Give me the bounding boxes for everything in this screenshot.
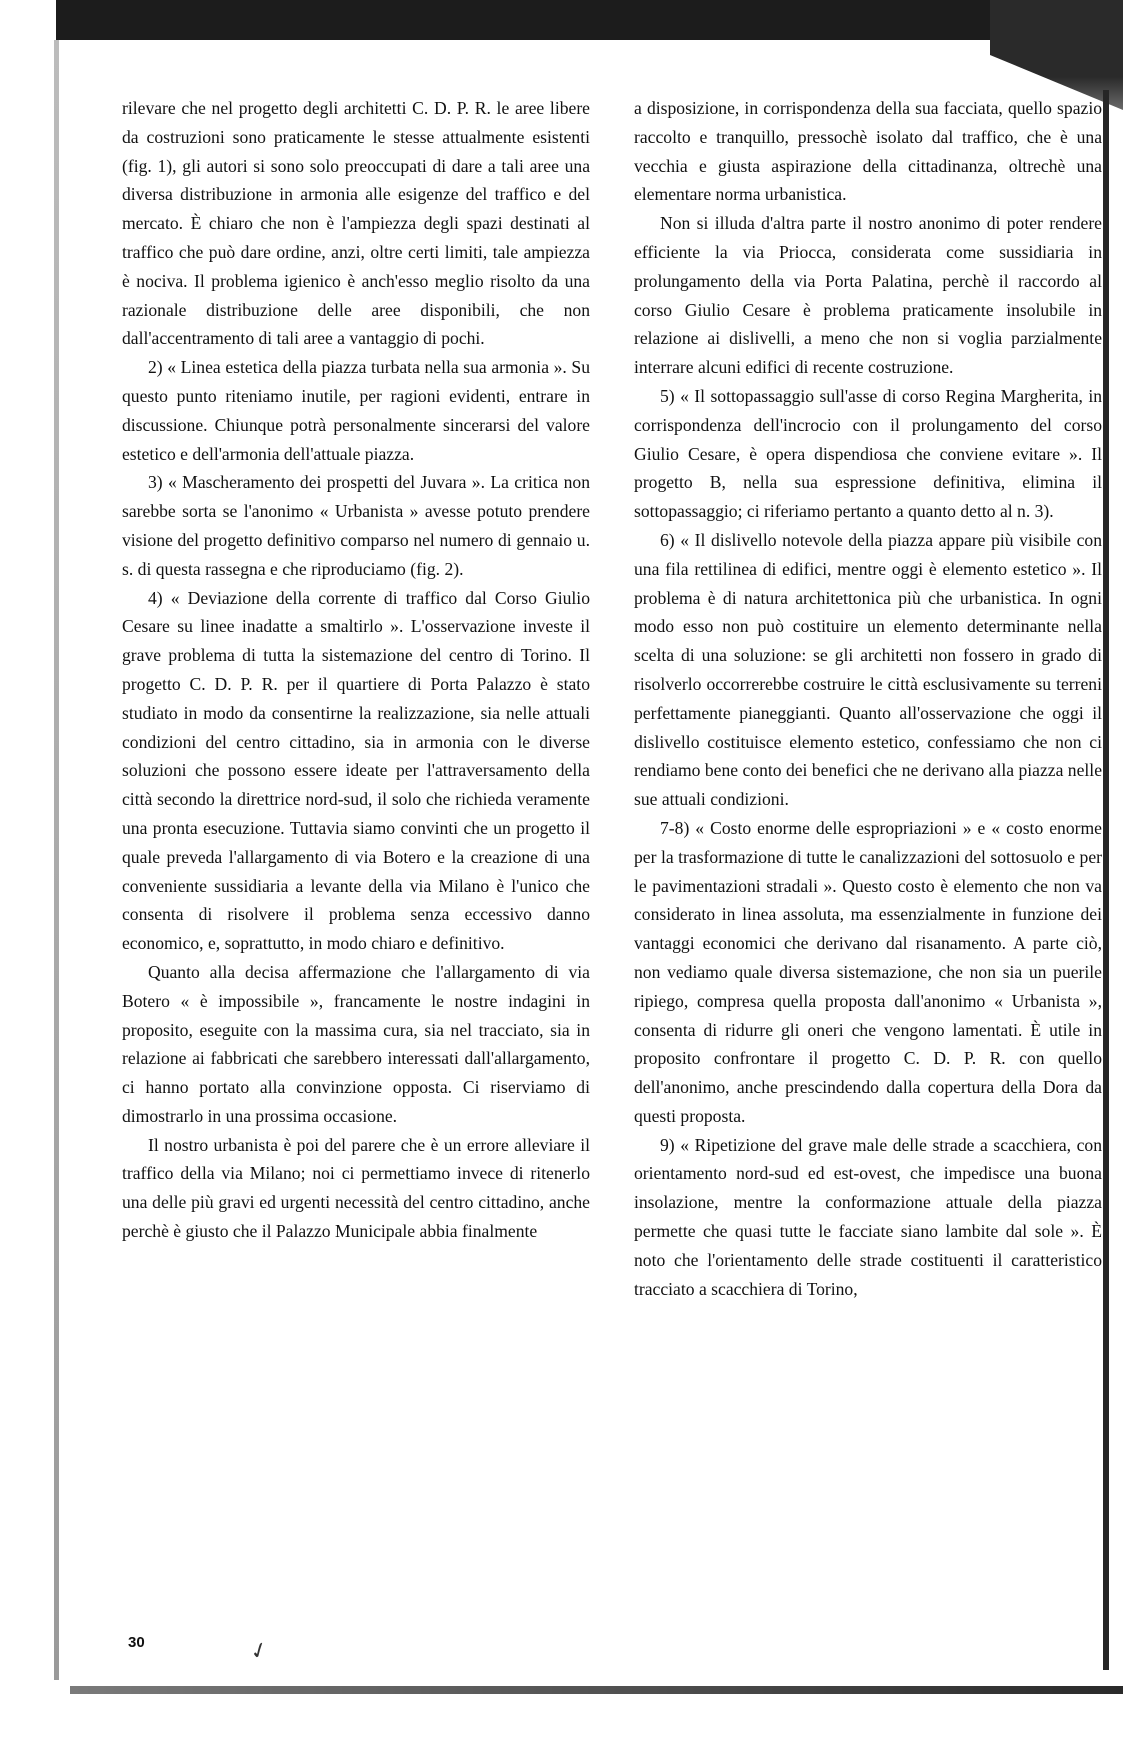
text-column-right [634,94,1102,1303]
page-body [122,94,1100,1614]
paragraph: a disposizione, in corrispondenza della sua facciata, quello spazio raccolto e tranquillo, pressochè isolato dal traffico, che è una vecchia e giusta aspirazione della cittadinanza, oltrechè una elementare norma urbanistica. [634,98,1102,205]
paragraph: 9) « Ripetizione del grave male delle strade a scacchiera, con orientamento nord-sud ed est-ovest, che impedisce una buona insolazione, mentre la conformazione attuale della piazza permette che quasi tutte le facciate siano lambite dal sole ». È noto che l'orientamento delle strade costituenti il caratteristico tracciato a scacchiera di Torino, [634,1134,1102,1299]
paragraph: Il nostro urbanista è poi del parere che è un errore alleviare il traffico della via Milano; noi ci permettiamo invece di ritenerlo una delle più gravi ed urgenti necessità del centro cittadino, anche perchè è giusto che il Palazzo Municipale abbia finalmente [122,1134,590,1242]
paragraph: rilevare che nel progetto degli architetti C. D. P. R. le aree libere da costruzioni sono praticamente le stesse attualmente esistenti (fig. 1), gli autori si sono solo preoccupati di dare a tali aree una diversa distribuzione in armonia alle esigenze del traffico e del mercato. È chiaro che non è l'ampiezza degli spazi destinati al traffico che può dare ordine, anzi, oltre certi limiti, tale ampiezza è nociva. Il problema igienico è anch'esso meglio risolto da una razionale distribuzione delle aree disponibili, che non dall'accentramento di tali aree a vantaggio di pochi. [122,98,590,349]
scan-border-top [56,0,996,40]
paragraph: 7-8) « Costo enorme delle espropriazioni » e « costo enorme per la trasformazione di tutte le canalizzazioni del sottosuolo e per le pavimentazioni stradali ». Questo costo è elemento che non va considerato in linea assoluta, ma essenzialmente in funzione dei vantaggi economici che derivano dal risanamento. A parte ciò, non vediamo quale diversa sistemazione, che non sia un puerile ripiego, compresa quella proposta dall'anonimo « Urbanista », consenta di ridurre gli oneri che vengono lamentati. È utile in proposito confrontare il progetto C. D. P. R. con quello dell'anonimo, anche prescindendo dalla copertura della Dora da questi proposta. [634,817,1102,1126]
paragraph: 4) « Deviazione della corrente di traffico dal Corso Giulio Cesare su linee inadatte a smaltirlo ». L'osservazione investe il grave problema di tutta la sistemazione del centro di Torino. Il progetto C. D. P. R. per il quartiere di Porta Palazzo è stato studiato in modo da consentirne la realizzazione, sia nelle attuali condizioni del centro cittadino, sia in armonia con le diverse soluzioni che possono essere ideate per l'attraversamento della città secondo la direttrice nord-sud, il solo che richieda veramente una pronta esecuzione. Tuttavia siamo convinti che un progetto il quale preveda l'allargamento di via Botero e la creazione di una conveniente sussidiaria a levante della via Milano è l'unico che consenta di risolvere il problema senza eccessivo danno economico, e, soprattutto, in modo chiaro e definitivo. [122,587,590,954]
text-column-left [122,94,590,1246]
paragraph: Quanto alla decisa affermazione che l'allargamento di via Botero « è impossibile », francamente le nostre indagini in proposito, eseguite con la massima cura, sia nel tracciato, sia in relazione ai fabbricati che sarebbero interessati dall'allargamento, ci hanno portato alla convinzione opposta. Ci riserviamo di dimostrarlo in una prossima occasione. [122,961,590,1126]
paragraph: 2) « Linea estetica della piazza turbata nella sua armonia ». Su questo punto riteniamo inutile, per ragioni evidenti, entrare in discussione. Chiunque potrà personalmente sincerarsi del valore estetico e dell'armonia dell'attuale piazza. [122,357,590,464]
scan-border-bottom [70,1686,1123,1694]
scan-border-right [1103,90,1109,1670]
page-number: 30 [128,1634,145,1651]
scan-border-left [54,40,59,1680]
paragraph: 3) « Mascheramento dei prospetti del Juvara ». La critica non sarebbe sorta se l'anonimo « Urbanista » avesse potuto prendere visione del progetto definitivo comparso nel numero di gennaio u. s. di questa rassegna e che riproduciamo (fig. 2). [122,472,590,579]
pencil-mark: ✓ [246,1635,272,1666]
paragraph: 5) « Il sottopassaggio sull'asse di corso Regina Margherita, in corrispondenza dell'incrocio con il prolungamento del corso Giulio Cesare, è opera dispendiosa che conviene evitare ». Il progetto B, nella sua espressione definitiva, elimina il sottopassaggio; ci riferiamo pertanto a quanto detto al n. 3). [634,385,1102,522]
paragraph: 6) « Il dislivello notevole della piazza appare più visibile con una fila rettilinea di edifici, mentre oggi è elemento estetico ». Il problema è di natura architettonica più che urbanistica. In ogni modo esso non può costituire un elemento determinante nella scelta di una soluzione: se gli architetti non fossero in grado di risolverlo occorrerebbe costruire le città esclusivamente su terreni perfettamente pianeggianti. Quanto all'osservazione che oggi il dislivello costituisce elemento estetico, confessiamo che non ci rendiamo bene conto dei benefici che ne derivano alla piazza nelle sue attuali condizioni. [634,529,1102,810]
paragraph: Non si illuda d'altra parte il nostro anonimo di poter rendere efficiente la via Priocca, considerata come sussidiaria in prolungamento della via Porta Palatina, perchè il raccordo al corso Giulio Cesare è problema praticamente insolubile in relazione ai dislivelli, a meno che non si voglia parzialmente interrare alcuni edifici di recente costruzione. [634,213,1102,378]
